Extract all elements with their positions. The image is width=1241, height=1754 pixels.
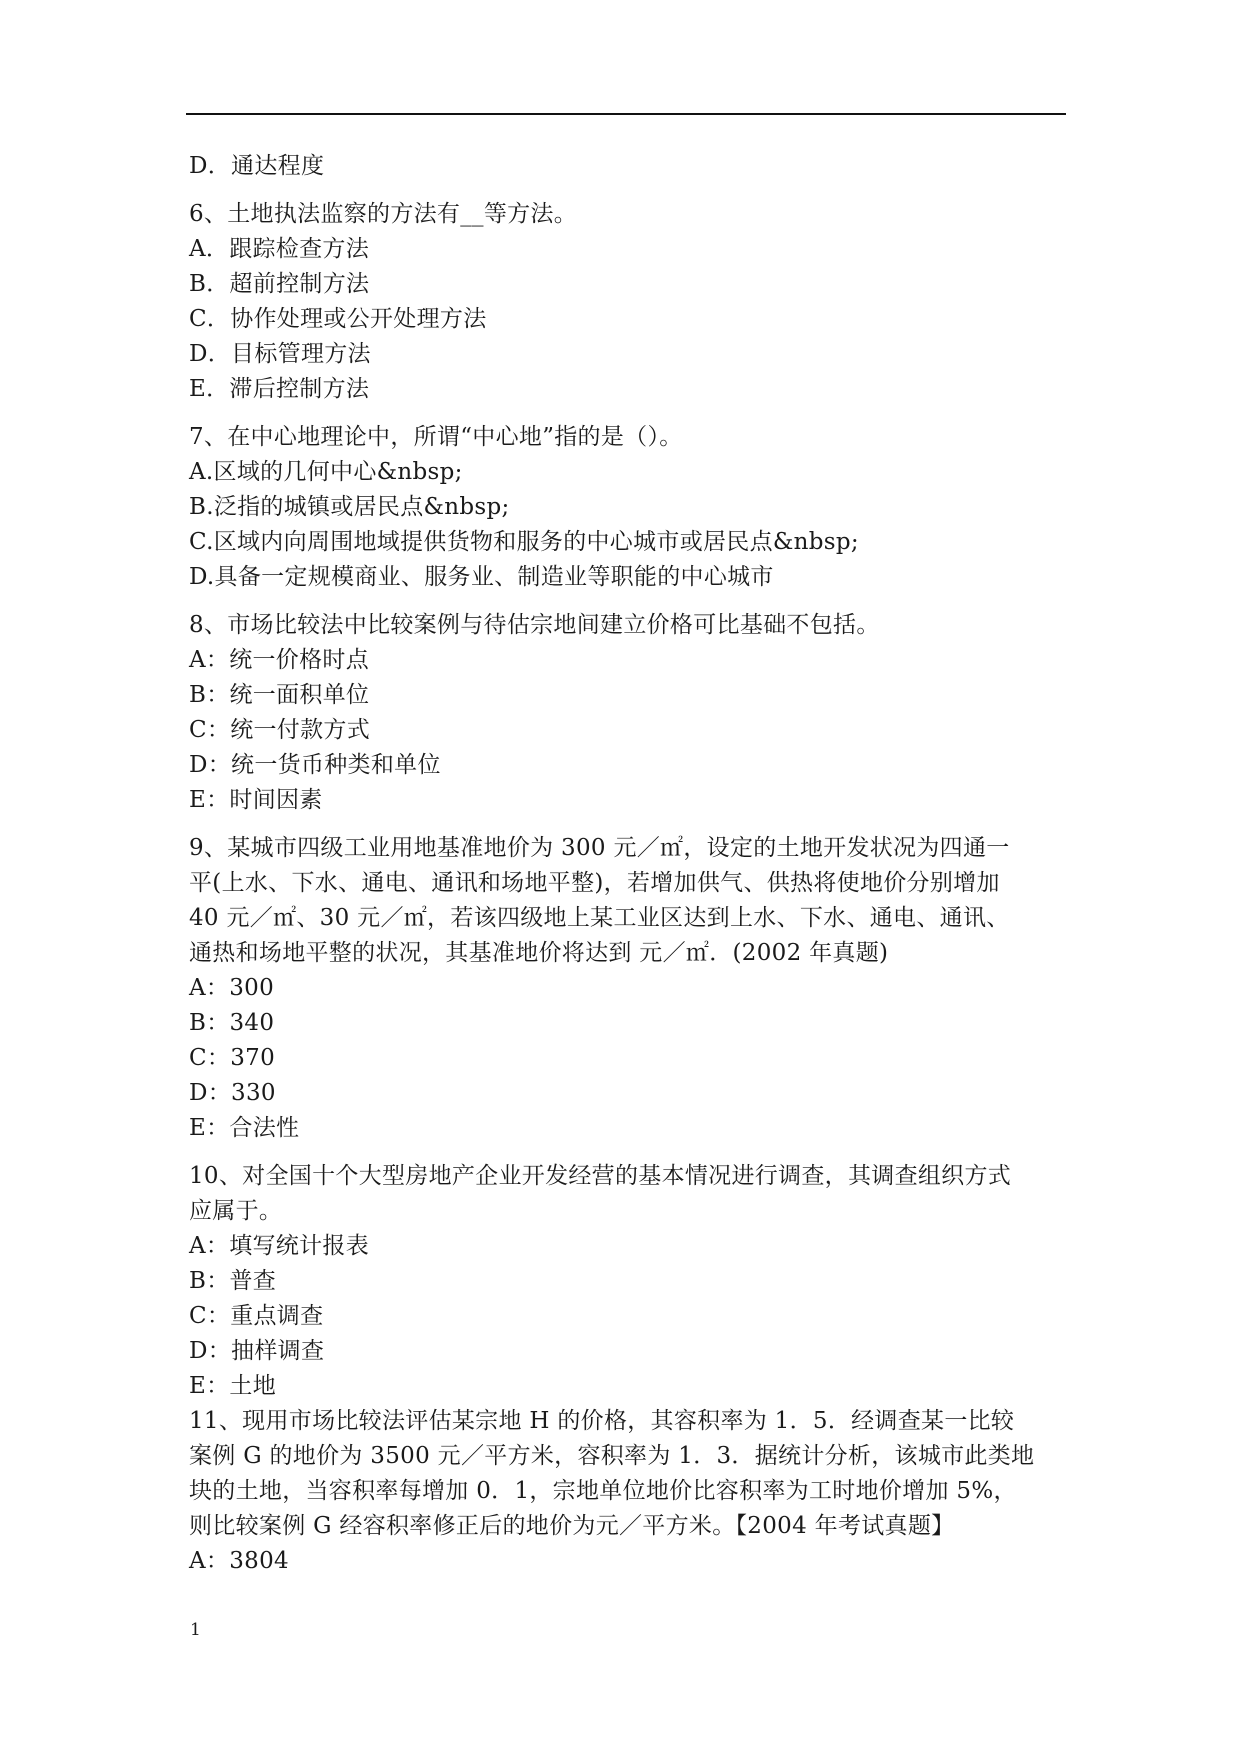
answer-option: A：3804 xyxy=(189,1548,289,1574)
answer-option: C：统一付款方式 xyxy=(189,717,370,743)
answer-option: A．跟踪检查方法 xyxy=(189,236,370,262)
answer-option: D：统一货币种类和单位 xyxy=(189,752,441,778)
question-block xyxy=(189,608,1069,818)
answer-option: B．超前控制方法 xyxy=(189,271,370,297)
question-text: 10、对全国十个大型房地产企业开发经营的基本情况进行调查，其调查组织方式 xyxy=(189,1163,1012,1189)
answer-option: B：统一面积单位 xyxy=(189,682,370,708)
question-text: 则比较案例 G 经容积率修正后的地价为元／平方米。【2004 年考试真题】 xyxy=(189,1513,955,1539)
answer-option: A.区域的几何中心&nbsp; xyxy=(189,459,463,485)
question-text: 8、市场比较法中比较案例与待估宗地间建立价格可比基础不包括。 xyxy=(189,612,880,638)
question-block xyxy=(189,1159,1069,1404)
answer-option: B.泛指的城镇或居民点&nbsp; xyxy=(189,494,510,520)
question-text: 11、现用市场比较法评估某宗地 H 的价格，其容积率为 1．5．经调查某一比较 xyxy=(189,1408,1015,1434)
question-text: 通热和场地平整的状况，其基准地价将达到 元／㎡．(2002 年真题) xyxy=(189,940,889,966)
question-text: 9、某城市四级工业用地基准地价为 300 元／㎡，设定的土地开发状况为四通一 xyxy=(189,835,1010,861)
question-block xyxy=(189,197,1069,407)
question-list xyxy=(189,149,1069,1579)
answer-option: C．协作处理或公开处理方法 xyxy=(189,306,487,332)
answer-option: B：340 xyxy=(189,1010,275,1036)
answer-option: D：330 xyxy=(189,1080,276,1106)
question-block xyxy=(189,1404,1069,1579)
question-text: 块的土地，当容积率每增加 0．1，宗地单位地价比容积率为工时地价增加 5%， xyxy=(189,1478,1017,1504)
page-number: 1 xyxy=(190,1620,201,1640)
answer-option: C：370 xyxy=(189,1045,275,1071)
answer-option: C：重点调查 xyxy=(189,1303,324,1329)
answer-option: D．目标管理方法 xyxy=(189,341,371,367)
answer-option: D：抽样调查 xyxy=(189,1338,325,1364)
answer-option: A：统一价格时点 xyxy=(189,647,370,673)
answer-option: D.具备一定规模商业、服务业、制造业等职能的中心城市 xyxy=(189,564,774,590)
question-block xyxy=(189,831,1069,1146)
question-block xyxy=(189,149,1069,184)
question-text: 7、在中心地理论中，所谓“中心地”指的是（）。 xyxy=(189,424,683,450)
answer-option: E：合法性 xyxy=(189,1115,300,1141)
answer-option: D．通达程度 xyxy=(189,153,325,179)
answer-option: C.区域内向周围地域提供货物和服务的中心城市或居民点&nbsp; xyxy=(189,529,859,555)
question-block xyxy=(189,420,1069,595)
question-text: 40 元／㎡、30 元／㎡，若该四级地上某工业区达到上水、下水、通电、通讯、 xyxy=(189,905,1010,931)
header-rule xyxy=(186,113,1066,115)
question-text: 案例 G 的地价为 3500 元／平方米，容积率为 1．3．据统计分析，该城市此类地 xyxy=(189,1443,1035,1469)
answer-option: A：300 xyxy=(189,975,275,1001)
answer-option: E：时间因素 xyxy=(189,787,323,813)
question-text: 6、土地执法监察的方法有__等方法。 xyxy=(189,201,578,227)
answer-option: E：土地 xyxy=(189,1373,276,1399)
answer-option: B：普查 xyxy=(189,1268,277,1294)
question-text: 平(上水、下水、通电、通讯和场地平整)，若增加供气、供热将使地价分别增加 xyxy=(189,870,1000,896)
answer-option: A：填写统计报表 xyxy=(189,1233,370,1259)
answer-option: E．滞后控制方法 xyxy=(189,376,370,402)
question-text: 应属于。 xyxy=(189,1198,283,1224)
